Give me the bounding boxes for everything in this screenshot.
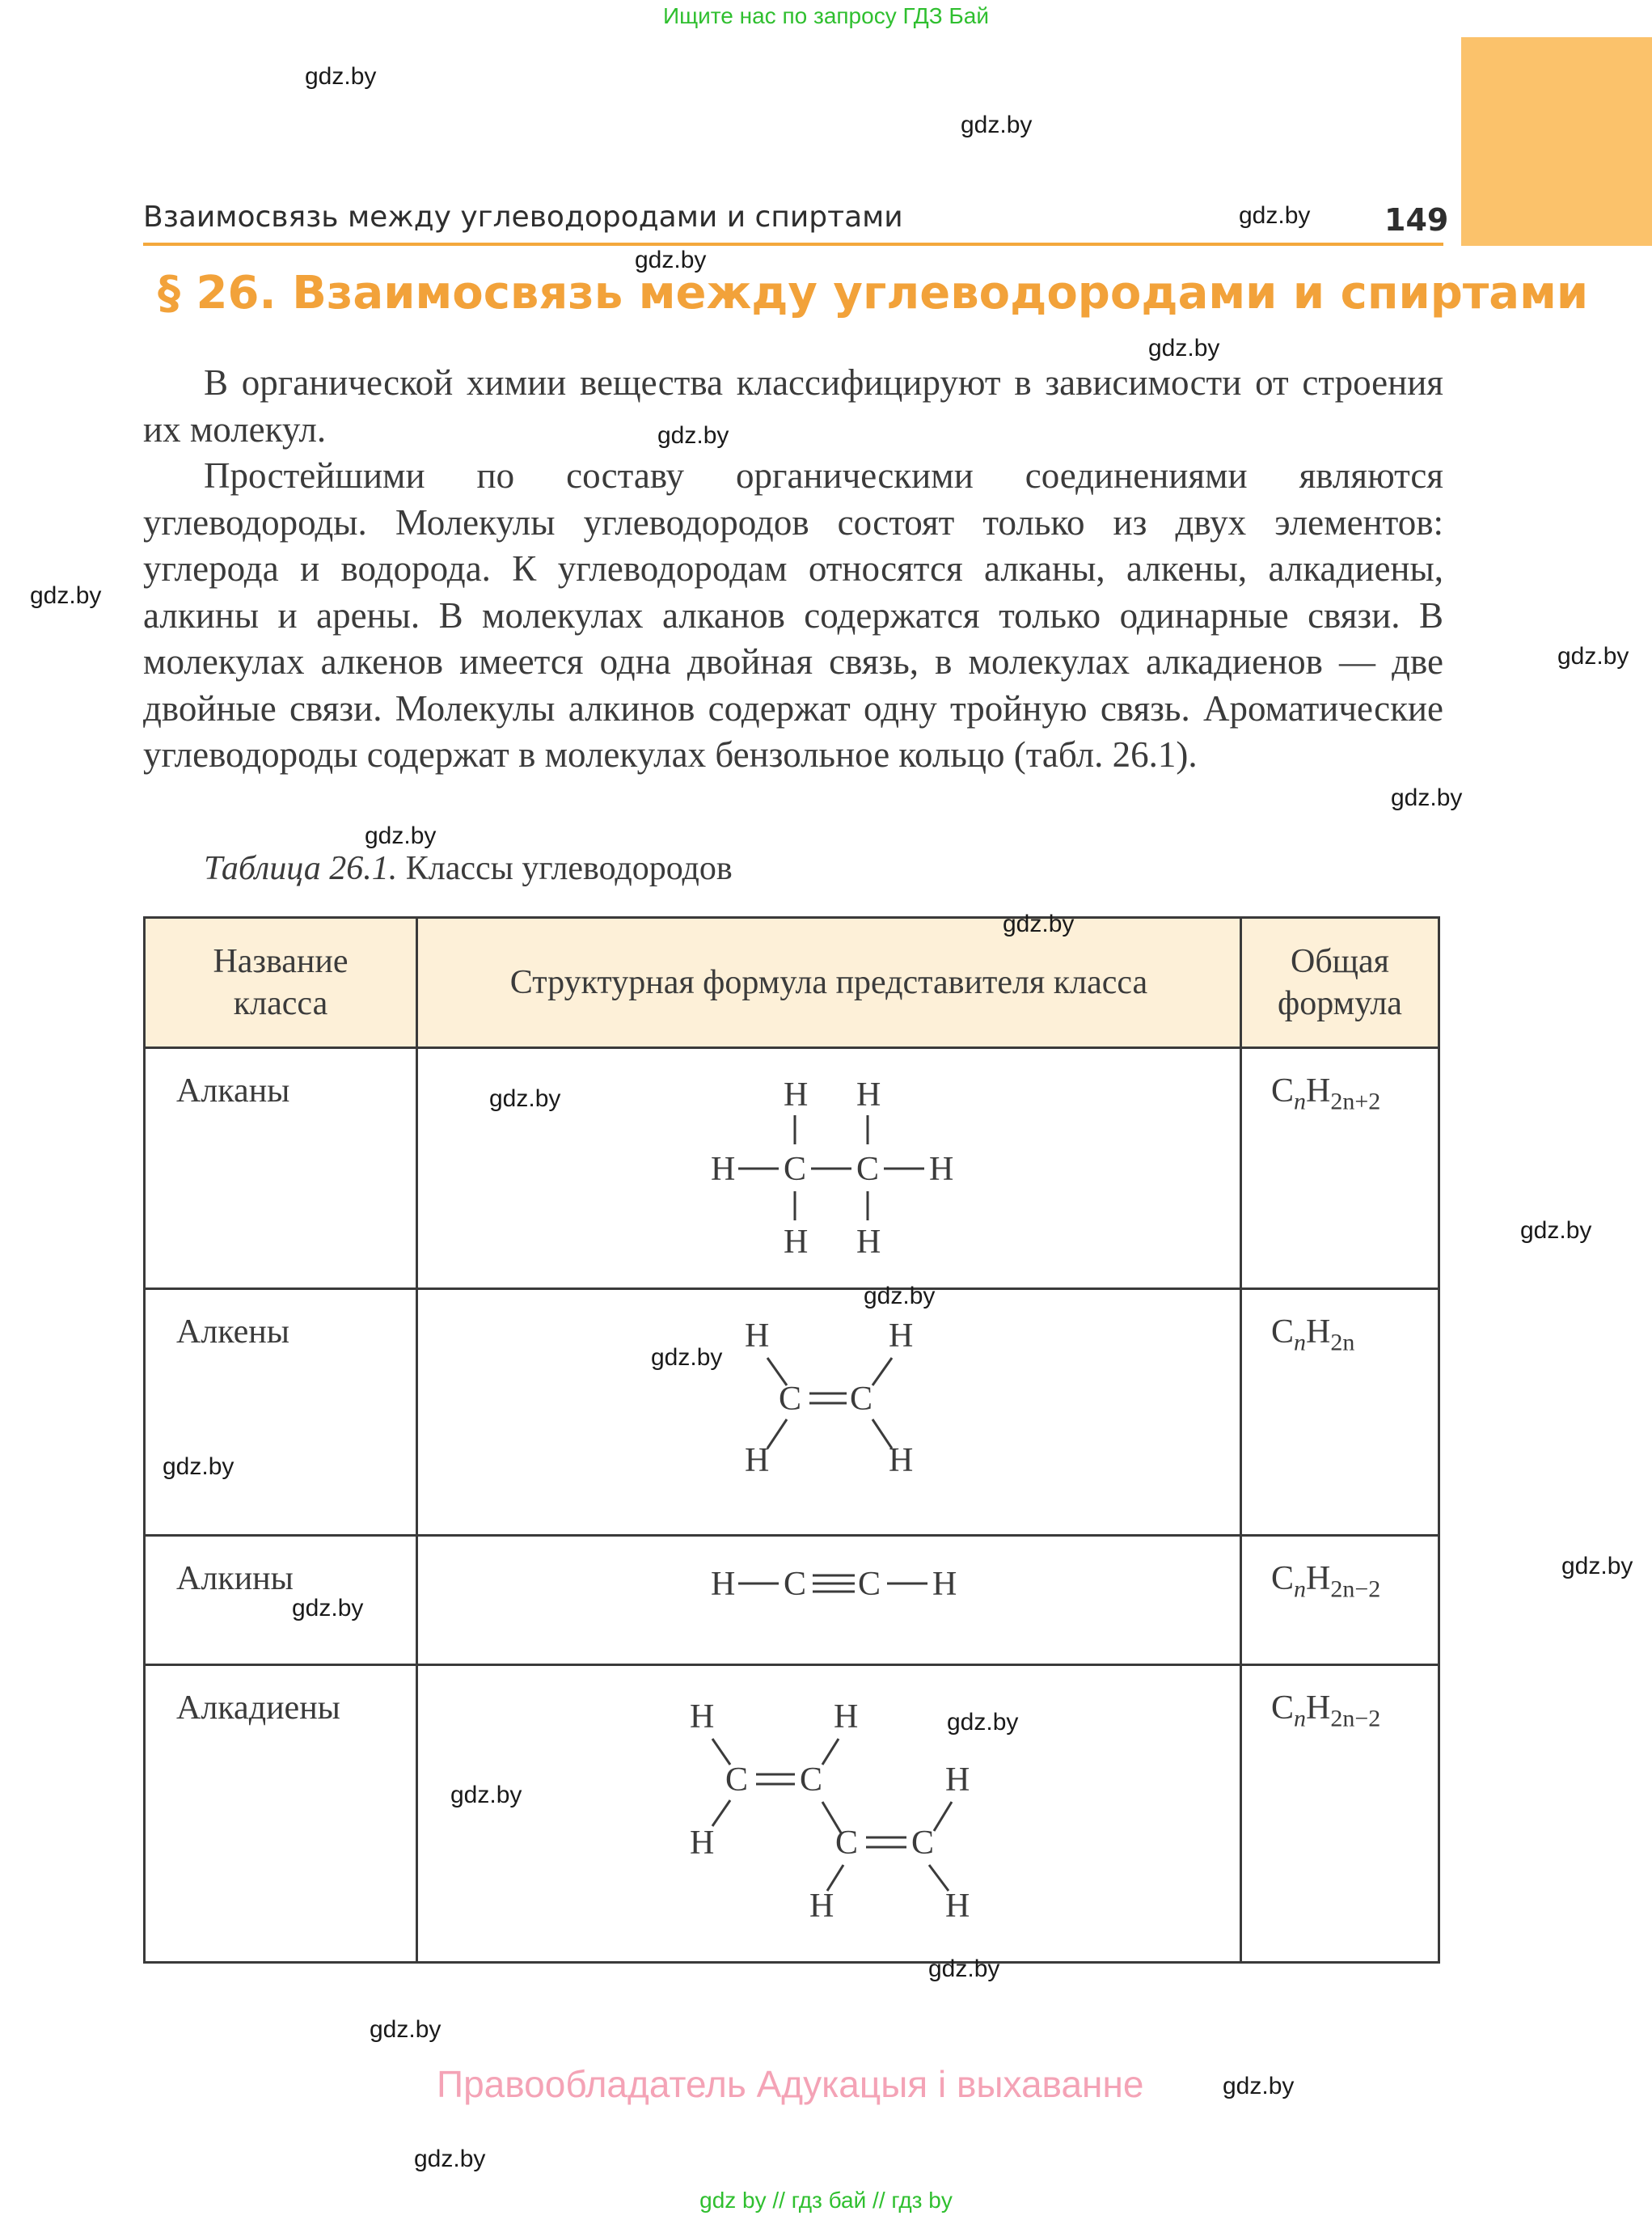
- watermark: gdz.by: [1148, 335, 1220, 362]
- butadiene-structure: [418, 1666, 1235, 1952]
- watermark: gdz.by: [370, 2016, 442, 2043]
- atom-h: H: [711, 1151, 736, 1188]
- watermark: gdz.by: [947, 1709, 1019, 1736]
- bottom-search-links[interactable]: gdz by // гдз бай // гдз by: [699, 2188, 953, 2213]
- caption-label: Таблица 26.1.: [204, 850, 398, 887]
- header-general-formula-line1: Общая: [1290, 943, 1389, 980]
- atom-h: H: [690, 1824, 715, 1862]
- watermark: gdz.by: [1223, 2073, 1295, 2099]
- atom-h: H: [889, 1317, 914, 1355]
- atom-h: H: [690, 1698, 715, 1736]
- watermark: gdz.by: [414, 2146, 486, 2172]
- atom-c: C: [779, 1380, 802, 1418]
- watermark: gdz.by: [30, 582, 102, 609]
- watermark: gdz.by: [1239, 202, 1311, 229]
- watermark: gdz.by: [635, 247, 707, 273]
- atom-h: H: [834, 1698, 859, 1736]
- header-class-name-line1: Название: [213, 943, 349, 980]
- atom-c: C: [911, 1824, 935, 1862]
- header-structure: Структурная формула представителя класса: [417, 918, 1241, 1048]
- watermark: gdz.by: [1561, 1553, 1633, 1579]
- watermark: gdz.by: [864, 1283, 936, 1309]
- structure-cell: [417, 1048, 1241, 1289]
- watermark: gdz.by: [657, 422, 729, 449]
- ethyne-structure: [418, 1537, 1235, 1655]
- table-header-row: [145, 918, 1439, 1048]
- hydrocarbon-classes-table: [143, 916, 1440, 1964]
- section-title: § 26. Взаимосвязь между углеводородами и спиртами: [158, 267, 1589, 319]
- class-name: Алкены: [145, 1289, 417, 1536]
- structure-cell: [417, 1536, 1241, 1665]
- atom-h: H: [856, 1224, 881, 1261]
- header-class-name: [145, 918, 417, 1048]
- rights-holder-notice: Правообладатель Адукацыя і выхаванне: [437, 2063, 1144, 2105]
- general-formula: $C_nH_{2n-2}$: [1241, 1536, 1439, 1665]
- single-bond: [934, 1802, 952, 1831]
- atom-h: H: [711, 1566, 736, 1603]
- class-name: Алкины: [145, 1536, 417, 1665]
- atom-h: H: [945, 1888, 970, 1925]
- atom-c: C: [800, 1761, 823, 1799]
- ethene-structure: [418, 1290, 1235, 1525]
- page-number: 149: [1384, 202, 1449, 238]
- watermark: gdz.by: [365, 822, 437, 849]
- watermark: gdz.by: [450, 1782, 522, 1808]
- watermark: gdz.by: [489, 1085, 561, 1112]
- watermark: gdz.by: [1557, 643, 1629, 670]
- atom-c: C: [858, 1566, 881, 1603]
- table-row: [145, 1048, 1439, 1289]
- atom-h: H: [809, 1888, 834, 1925]
- watermark: gdz.by: [305, 63, 377, 90]
- watermark: gdz.by: [961, 112, 1033, 138]
- top-search-link[interactable]: Ищите нас по запросу ГДЗ Бай: [662, 3, 990, 28]
- single-bond: [872, 1358, 892, 1385]
- table-caption: [204, 849, 733, 888]
- header-general-formula: [1241, 918, 1439, 1048]
- atom-h: H: [856, 1076, 881, 1114]
- single-bond: [712, 1800, 730, 1826]
- table-row: [145, 1665, 1439, 1963]
- structure-cell: [417, 1665, 1241, 1963]
- structure-cell: [417, 1289, 1241, 1536]
- atom-h: H: [945, 1761, 970, 1799]
- atom-h: H: [784, 1224, 809, 1261]
- header-general-formula-line2: формула: [1278, 985, 1402, 1022]
- paragraph-2: Простейшими по составу органическими соединениями являются углеводороды. Молекулы углеводородов состоят только из двух элементов: углерода и водорода. К углеводородам относятся алканы, алкены, алкадиены, алкины и арены. В молекулах алканов содержатся только одинарные связи. В молекулах алкенов имеется одна двойная связь, в молекулах алкадиенов — две двойные связи. Молекулы алкинов содержат одну тройную связь. Ароматические углеводороды содержат в молекулах бензольное кольцо (табл. 26.1).: [143, 455, 1443, 775]
- atom-h: H: [929, 1151, 954, 1188]
- general-formula: $C_nH_{2n-2}$: [1241, 1665, 1439, 1963]
- running-head: Взаимосвязь между углеводородами и спиртами: [143, 201, 903, 234]
- watermark: gdz.by: [651, 1344, 723, 1371]
- class-name: Алканы: [145, 1048, 417, 1289]
- general-formula: $C_nH_{2n+2}$: [1241, 1048, 1439, 1289]
- watermark: gdz.by: [292, 1595, 364, 1621]
- header-class-name-line2: класса: [233, 985, 328, 1022]
- atom-c: C: [725, 1761, 749, 1799]
- atom-c: C: [835, 1824, 859, 1862]
- watermark: gdz.by: [928, 1956, 1000, 1982]
- watermark: gdz.by: [1391, 784, 1463, 811]
- atom-h: H: [932, 1566, 957, 1603]
- header-rule: [143, 243, 1443, 246]
- atom-c: C: [856, 1151, 880, 1188]
- table-row: [145, 1289, 1439, 1536]
- paragraph-1: В органической химии вещества классифицируют в зависимости от строения их молекул.: [143, 362, 1443, 450]
- watermark: gdz.by: [1520, 1217, 1592, 1244]
- atom-h: H: [745, 1442, 770, 1479]
- atom-h: H: [784, 1076, 809, 1114]
- general-formula: $C_nH_{2n}$: [1241, 1289, 1439, 1536]
- atom-h: H: [889, 1442, 914, 1479]
- caption-text: Классы углеводородов: [405, 850, 733, 887]
- page-edge-tab: [1461, 37, 1652, 246]
- single-bond: [767, 1419, 787, 1448]
- watermark: gdz.by: [163, 1453, 234, 1480]
- watermark: gdz.by: [1003, 911, 1075, 937]
- single-bond: [822, 1739, 839, 1765]
- atom-c: C: [784, 1151, 807, 1188]
- class-name: Алкадиены: [145, 1665, 417, 1963]
- atom-c: C: [784, 1566, 807, 1603]
- atom-h: H: [745, 1317, 770, 1355]
- atom-c: C: [850, 1380, 873, 1418]
- ethane-structure: [418, 1049, 1235, 1279]
